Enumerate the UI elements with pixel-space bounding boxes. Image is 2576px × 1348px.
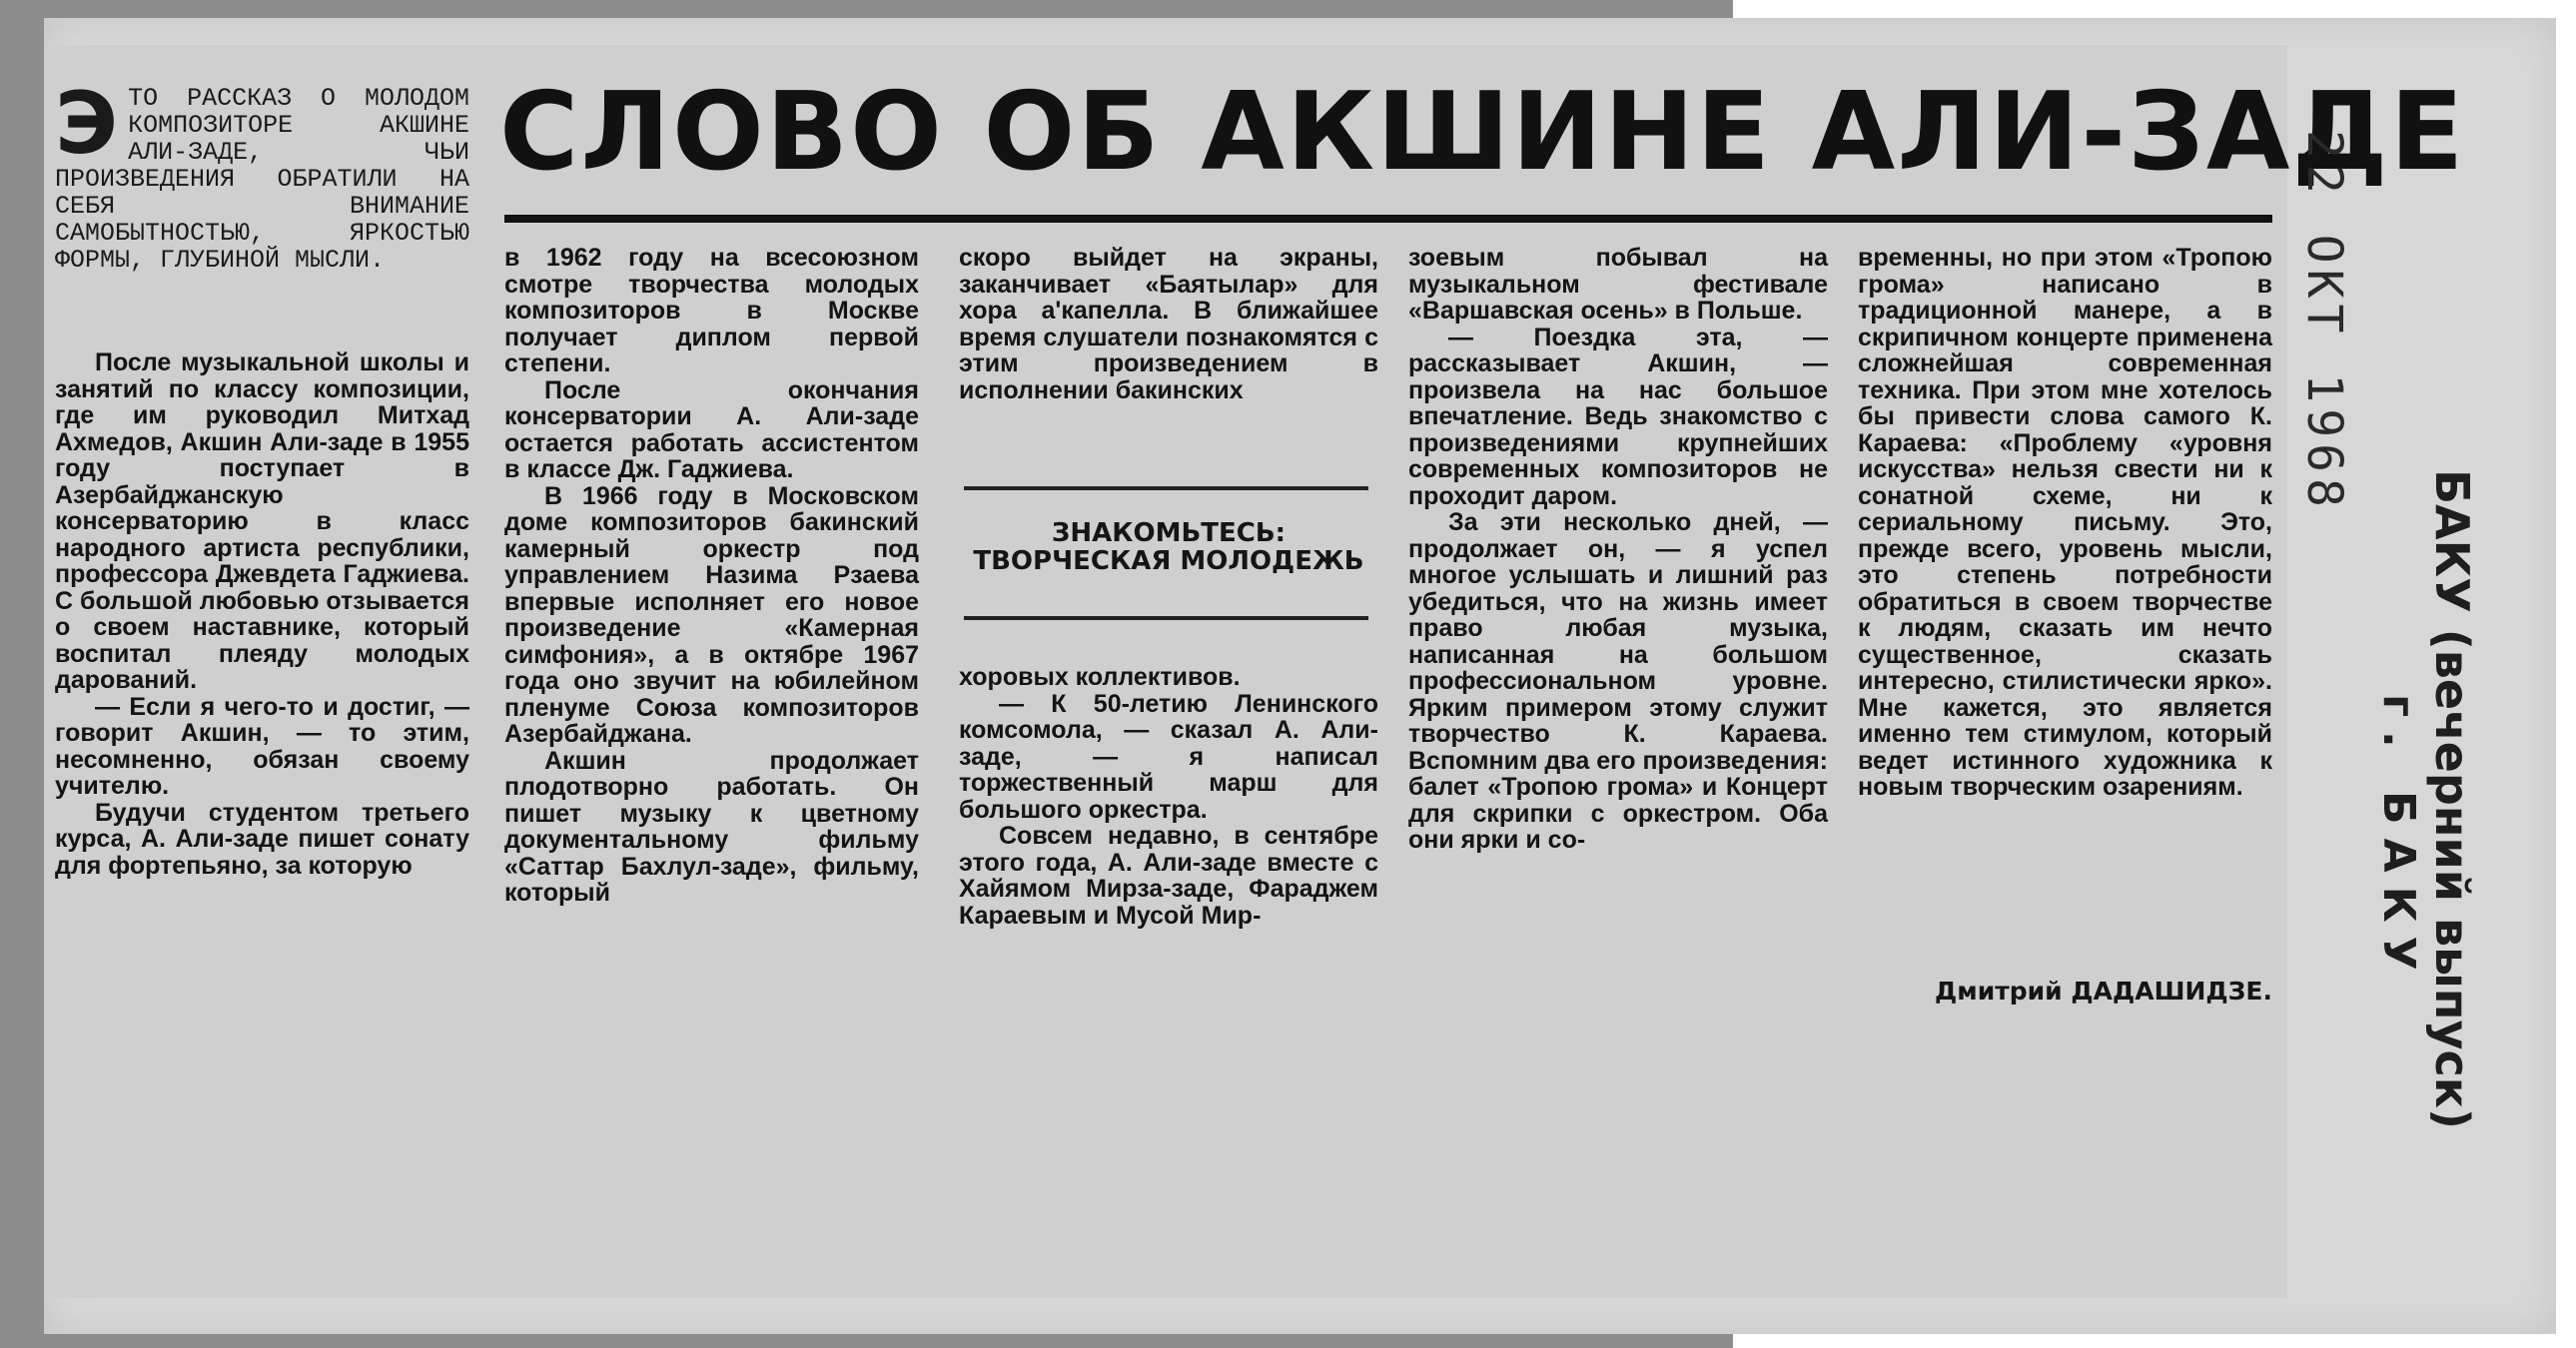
rubric-rule-top bbox=[964, 486, 1368, 490]
text-column-4 bbox=[1408, 245, 1828, 854]
drop-cap: Э bbox=[55, 74, 119, 174]
paragraph: временны, но при этом «Тропою грома» написано в традиционной манере, а в скрипичном концерте применена сложнейшая современная техника. При этом мне хотелось бы привести слова самого К. Караева: «Проблему «уровня искусства» нельзя свести ни к сонатной схеме, ни к сериальному письму. Это, прежде всего, уровень мысли, это степень потребности обратиться в своем творчестве к людям, сказать им нечто существенное, сказать интересно, стилистически ярко». Мне кажется, это является именно тем стимулом, который ведет истинного художника к новым творческим озарениям. bbox=[1858, 244, 2272, 801]
text-column-2 bbox=[504, 245, 919, 907]
date-stamp: 22 ОКТ 1968 bbox=[2296, 130, 2352, 513]
paragraph: в 1962 году на всесоюзном смотре творчества молодых композиторов в Москве получает диплом первой степени. bbox=[504, 244, 919, 377]
text-column-3-top bbox=[959, 245, 1378, 403]
paragraph: Будучи студентом третьего курса, А. Али-заде пишет сонату для фортепьяно, за которую bbox=[55, 798, 469, 880]
text-column-1 bbox=[55, 349, 469, 879]
text-column-5 bbox=[1858, 245, 2272, 801]
paragraph: зоевым побывал на музыкальном фестивале «Варшавская осень» в Польше. bbox=[1408, 244, 1828, 325]
paragraph: Совсем недавно, в сентябре этого года, А. Али-заде вместе с Хайямом Мирза-заде, Фараджем Караевым и Мусой Мир- bbox=[959, 822, 1378, 930]
article-lead bbox=[55, 74, 469, 335]
city-stamp: г. БАКУ bbox=[2373, 694, 2424, 985]
rubric-line-2: ТВОРЧЕСКАЯ МОЛОДЕЖЬ bbox=[973, 546, 1364, 576]
paragraph: хоровых коллективов. bbox=[959, 663, 1241, 691]
rubric-rule-bottom bbox=[964, 616, 1368, 620]
paragraph: В 1966 году в Московском доме композиторов бакинский камерный оркестр под управлением Назима Рзаева впервые исполняет его новое произведение «Камерная симфония», а в октябре 1967 года оно звучит на юбилейном пленуме Союза композиторов Азербайджана. bbox=[504, 481, 919, 748]
text-column-3-bottom bbox=[959, 664, 1378, 929]
article-title: СЛОВО ОБ АКШИНЕ АЛИ-ЗАДЕ bbox=[499, 70, 2466, 195]
paragraph: Акшин продолжает плодотворно работать. Он пишет музыку к цветному документальному фильму «Саттар Бахлул-заде», фильму, который bbox=[504, 746, 919, 907]
paragraph: За эти несколько дней, — продолжает он, — я успел многое услышать и лишний раз убедиться, что на жизнь имеет право любая музыка, написанная на большом профессиональном уровне. Ярким примером этому служит творчество К. Караева. Вспомним два его произведения: балет «Тропою грома» и Концерт для скрипки с оркестром. Оба они ярки и со- bbox=[1408, 508, 1828, 854]
paragraph: После окончания консерватории А. Али-заде остается работать ассистентом в классе Дж. Гаджиева. bbox=[504, 375, 919, 483]
paragraph: — Если я чего-то и достиг, — говорит Акшин, — то этим, несомненно, обязан своему учителю. bbox=[55, 692, 469, 800]
paragraph: скоро выйдет на экраны, заканчивает «Баятылар» для хора а'капелла. В ближайшее время слушатели познакомятся с этим произведением в исполнении бакинских bbox=[959, 244, 1378, 404]
title-underline bbox=[504, 215, 2272, 223]
paragraph: — К 50-летию Ленинского комсомола, — сказал А. Али-заде, — я написал торжественный марш для большого оркестра. bbox=[959, 689, 1378, 824]
paragraph: После музыкальной школы и занятий по классу композиции, где им руководил Митхад Ахмедов, Акшин Али-заде в 1955 году поступает в Азербайджанскую консерваторию в класс народного артиста республики, профессора Джевдета Гаджиева. С большой любовью отзывается о своем наставнике, который воспитал плеяду молодых дарований. bbox=[55, 348, 470, 694]
source-stamp: БАКУ (вечерний выпуск) bbox=[2425, 469, 2479, 1130]
rubric-line-1: ЗНАКОМЬТЕСЬ: bbox=[1051, 518, 1287, 548]
lead-text: ТО РАССКАЗ О МОЛОДОМ КОМПОЗИТОРЕ АКШИНЕ АЛИ-ЗАДЕ, ЧЬИ ПРОИЗВЕДЕНИЯ ОБРАТИЛИ НА СЕБЯ ВНИМАНИЕ САМОБЫТНОСТЬЮ, ЯРКОСТЬЮ ФОРМЫ, ГЛУБИНОЙ МЫСЛИ. bbox=[55, 84, 469, 275]
rubric-heading bbox=[959, 519, 1378, 575]
author-signature: Дмитрий ДАДАШИДЗЕ. bbox=[1935, 977, 2272, 1006]
paragraph: — Поездка эта, — рассказывает Акшин, — произвела на нас большое впечатление. Ведь знакомство с произведениями крупнейших современных композиторов не проходит даром. bbox=[1408, 323, 1828, 510]
